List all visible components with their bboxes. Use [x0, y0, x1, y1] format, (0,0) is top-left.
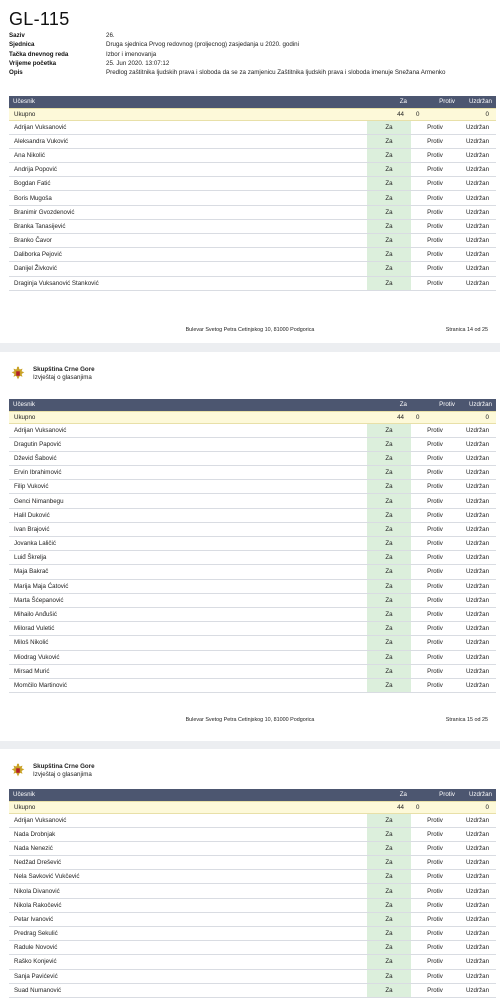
vote-uzdrzan-cell: Uzdržan [459, 466, 496, 480]
vote-protiv-cell: Protiv [411, 941, 459, 955]
vote-za-cell: Za [367, 466, 411, 480]
vote-protiv-cell: Protiv [411, 480, 459, 494]
document-title: GL-115 [9, 9, 70, 29]
vote-uzdrzan-cell: Uzdržan [459, 480, 496, 494]
report-name: Izvještaj o glasanjima [33, 374, 92, 381]
vote-uzdrzan-cell: Uzdržan [459, 884, 496, 898]
vote-protiv-cell: Protiv [411, 870, 459, 884]
vote-uzdrzan-cell: Uzdržan [459, 955, 496, 969]
table-header [9, 399, 496, 411]
participant-name: Nikola Divanović [9, 884, 367, 898]
meta-value: 26. [106, 32, 115, 40]
participant-name: Draginja Vuksanović Stanković [9, 276, 367, 290]
participant-name: Adrijan Vuksanović [9, 423, 367, 437]
vote-za-cell: Za [367, 898, 411, 912]
participant-name: Maja Bakrač [9, 565, 367, 579]
vote-uzdrzan-cell: Uzdržan [459, 841, 496, 855]
vote-za-cell: Za [367, 480, 411, 494]
participant-name: Nikola Rakočević [9, 898, 367, 912]
vote-uzdrzan-cell: Uzdržan [459, 622, 496, 636]
vote-uzdrzan-cell: Uzdržan [459, 813, 496, 827]
vote-za-cell: Za [367, 508, 411, 522]
vote-za-cell: Za [367, 841, 411, 855]
vote-za-cell: Za [367, 537, 411, 551]
vote-uzdrzan-cell: Uzdržan [459, 423, 496, 437]
participant-name: Miodrag Vuković [9, 650, 367, 664]
vote-protiv-cell: Protiv [411, 884, 459, 898]
total-uzdrzan: 0 [459, 801, 496, 813]
table-header [9, 96, 496, 108]
vote-za-cell: Za [367, 120, 411, 134]
participant-name: Radule Novović [9, 941, 367, 955]
col-header-participant: Učesnik [9, 96, 367, 108]
participant-name: Mihailo Anđušić [9, 607, 367, 621]
participant-name: Nedžad Drešević [9, 856, 367, 870]
table-row [9, 551, 496, 565]
table-row [9, 276, 496, 290]
vote-za-cell: Za [367, 678, 411, 692]
table-row [9, 579, 496, 593]
vote-za-cell: Za [367, 983, 411, 997]
total-uzdrzan: 0 [459, 108, 496, 120]
participant-name: Halil Duković [9, 508, 367, 522]
participant-name: Marija Maja Ćatović [9, 579, 367, 593]
table-row [9, 870, 496, 884]
coat-of-arms-icon [9, 762, 27, 780]
col-header-uzdrzan: Uzdržan [459, 399, 496, 411]
vote-protiv-cell: Protiv [411, 494, 459, 508]
col-header-uzdrzan: Uzdržan [459, 96, 496, 108]
vote-uzdrzan-cell: Uzdržan [459, 565, 496, 579]
vote-protiv-cell: Protiv [411, 565, 459, 579]
vote-uzdrzan-cell: Uzdržan [459, 437, 496, 451]
vote-protiv-cell: Protiv [411, 508, 459, 522]
table-row [9, 423, 496, 437]
vote-za-cell: Za [367, 969, 411, 983]
vote-uzdrzan-cell: Uzdržan [459, 262, 496, 276]
participant-name: Nada Drobnjak [9, 827, 367, 841]
vote-uzdrzan-cell: Uzdržan [459, 664, 496, 678]
vote-za-cell: Za [367, 276, 411, 290]
vote-za-cell: Za [367, 579, 411, 593]
report-name: Izvještaj o glasanjima [33, 771, 92, 778]
vote-protiv-cell: Protiv [411, 248, 459, 262]
vote-protiv-cell: Protiv [411, 134, 459, 148]
table-header [9, 789, 496, 801]
table-row [9, 678, 496, 692]
vote-za-cell: Za [367, 813, 411, 827]
vote-uzdrzan-cell: Uzdržan [459, 870, 496, 884]
table-row [9, 522, 496, 536]
table-row [9, 593, 496, 607]
total-protiv: 0 [411, 108, 459, 120]
vote-uzdrzan-cell: Uzdržan [459, 941, 496, 955]
vote-uzdrzan-cell: Uzdržan [459, 177, 496, 191]
participant-name: Jovanka Laličić [9, 537, 367, 551]
participant-name: Dragutin Papović [9, 437, 367, 451]
table-row [9, 856, 496, 870]
vote-uzdrzan-cell: Uzdržan [459, 219, 496, 233]
vote-uzdrzan-cell: Uzdržan [459, 494, 496, 508]
vote-protiv-cell: Protiv [411, 650, 459, 664]
table-row [9, 955, 496, 969]
vote-uzdrzan-cell: Uzdržan [459, 205, 496, 219]
participant-name: Ivan Brajović [9, 522, 367, 536]
vote-uzdrzan-cell: Uzdržan [459, 912, 496, 926]
vote-za-cell: Za [367, 636, 411, 650]
vote-uzdrzan-cell: Uzdržan [459, 276, 496, 290]
vote-za-cell: Za [367, 423, 411, 437]
col-header-za: Za [367, 399, 411, 411]
participant-name: Predrag Sekulić [9, 927, 367, 941]
vote-za-cell: Za [367, 494, 411, 508]
meta-key: Opis [9, 69, 23, 77]
table-row [9, 884, 496, 898]
participant-name: Andrija Popović [9, 163, 367, 177]
vote-za-cell: Za [367, 941, 411, 955]
participant-name: Adrijan Vuksanović [9, 120, 367, 134]
vote-za-cell: Za [367, 234, 411, 248]
total-za: 44 [367, 108, 411, 120]
vote-za-cell: Za [367, 148, 411, 162]
participant-name: Petar Ivanović [9, 912, 367, 926]
participant-name: Adrijan Vuksanović [9, 813, 367, 827]
vote-uzdrzan-cell: Uzdržan [459, 148, 496, 162]
vote-protiv-cell: Protiv [411, 191, 459, 205]
table-row [9, 813, 496, 827]
table-row [9, 191, 496, 205]
table-row [9, 841, 496, 855]
participant-name: Marta Šćepanović [9, 593, 367, 607]
table-row [9, 636, 496, 650]
vote-protiv-cell: Protiv [411, 163, 459, 177]
table-row [9, 941, 496, 955]
meta-key: Vrijeme početka [9, 60, 57, 68]
col-header-uzdrzan: Uzdržan [459, 789, 496, 801]
vote-protiv-cell: Protiv [411, 423, 459, 437]
participant-name: Branimir Gvozdenović [9, 205, 367, 219]
vote-uzdrzan-cell: Uzdržan [459, 234, 496, 248]
vote-za-cell: Za [367, 522, 411, 536]
meta-value: 25. Jun 2020. 13:07:12 [106, 60, 170, 68]
vote-protiv-cell: Protiv [411, 234, 459, 248]
participant-name: Dževid Šabović [9, 451, 367, 465]
vote-protiv-cell: Protiv [411, 205, 459, 219]
vote-protiv-cell: Protiv [411, 551, 459, 565]
vote-za-cell: Za [367, 870, 411, 884]
coat-of-arms-icon [9, 365, 27, 383]
vote-protiv-cell: Protiv [411, 927, 459, 941]
participant-name: Milorad Vuletić [9, 622, 367, 636]
vote-uzdrzan-cell: Uzdržan [459, 969, 496, 983]
vote-protiv-cell: Protiv [411, 537, 459, 551]
vote-za-cell: Za [367, 856, 411, 870]
meta-row [9, 31, 494, 40]
meta-row [9, 50, 494, 59]
participant-name: Filip Vuković [9, 480, 367, 494]
vote-uzdrzan-cell: Uzdržan [459, 191, 496, 205]
vote-za-cell: Za [367, 927, 411, 941]
meta-value: Izbor i imenovanja [106, 50, 157, 58]
vote-protiv-cell: Protiv [411, 636, 459, 650]
total-protiv: 0 [411, 411, 459, 423]
col-header-participant: Učesnik [9, 399, 367, 411]
vote-uzdrzan-cell: Uzdržan [459, 827, 496, 841]
vote-protiv-cell: Protiv [411, 955, 459, 969]
vote-za-cell: Za [367, 451, 411, 465]
meta-key: Saziv [9, 32, 25, 40]
vote-uzdrzan-cell: Uzdržan [459, 593, 496, 607]
participant-name: Miloš Nikolić [9, 636, 367, 650]
vote-protiv-cell: Protiv [411, 148, 459, 162]
vote-za-cell: Za [367, 248, 411, 262]
vote-protiv-cell: Protiv [411, 451, 459, 465]
vote-za-cell: Za [367, 664, 411, 678]
col-header-protiv: Protiv [411, 399, 459, 411]
table-row [9, 565, 496, 579]
vote-za-cell: Za [367, 134, 411, 148]
vote-uzdrzan-cell: Uzdržan [459, 134, 496, 148]
participant-name: Branka Tanasijević [9, 219, 367, 233]
participant-name: Suad Numanović [9, 983, 367, 997]
vote-za-cell: Za [367, 219, 411, 233]
total-za: 44 [367, 801, 411, 813]
vote-uzdrzan-cell: Uzdržan [459, 508, 496, 522]
table-row [9, 537, 496, 551]
participant-name: Danijel Živković [9, 262, 367, 276]
vote-table [9, 399, 496, 693]
vote-protiv-cell: Protiv [411, 579, 459, 593]
vote-protiv-cell: Protiv [411, 262, 459, 276]
table-row [9, 148, 496, 162]
table-row [9, 969, 496, 983]
organization-name: Skupština Crne Gore [33, 763, 95, 770]
vote-protiv-cell: Protiv [411, 813, 459, 827]
vote-uzdrzan-cell: Uzdržan [459, 650, 496, 664]
total-label: Ukupno [9, 411, 367, 423]
vote-uzdrzan-cell: Uzdržan [459, 522, 496, 536]
vote-uzdrzan-cell: Uzdržan [459, 537, 496, 551]
participant-name: Boris Mugoša [9, 191, 367, 205]
vote-protiv-cell: Protiv [411, 841, 459, 855]
vote-protiv-cell: Protiv [411, 466, 459, 480]
vote-za-cell: Za [367, 262, 411, 276]
participant-name: Aleksandra Vuković [9, 134, 367, 148]
vote-uzdrzan-cell: Uzdržan [459, 551, 496, 565]
participant-name: Nela Savković Vukčević [9, 870, 367, 884]
vote-za-cell: Za [367, 912, 411, 926]
vote-za-cell: Za [367, 593, 411, 607]
organization-name: Skupština Crne Gore [33, 366, 95, 373]
participant-name: Genci Nimanbegu [9, 494, 367, 508]
participant-name: Sanja Pavićević [9, 969, 367, 983]
table-row [9, 134, 496, 148]
participant-name: Daliborka Pejović [9, 248, 367, 262]
total-label: Ukupno [9, 108, 367, 120]
vote-protiv-cell: Protiv [411, 120, 459, 134]
participant-name: Luiđ Škrelja [9, 551, 367, 565]
vote-protiv-cell: Protiv [411, 593, 459, 607]
footer-address: Bulevar Svetog Petra Cetinjskog 10, 81000 Podgorica [185, 327, 315, 333]
table-row [9, 234, 496, 248]
vote-uzdrzan-cell: Uzdržan [459, 983, 496, 997]
vote-uzdrzan-cell: Uzdržan [459, 120, 496, 134]
table-row [9, 827, 496, 841]
report-page-15 [0, 352, 500, 741]
meta-key: Tačka dnevnog reda [9, 50, 69, 58]
table-row [9, 177, 496, 191]
col-header-protiv: Protiv [411, 789, 459, 801]
table-row [9, 480, 496, 494]
vote-protiv-cell: Protiv [411, 969, 459, 983]
participant-name: Momčilo Martinović [9, 678, 367, 692]
vote-table [9, 789, 496, 998]
vote-protiv-cell: Protiv [411, 622, 459, 636]
report-page-14 [0, 0, 500, 343]
vote-uzdrzan-cell: Uzdržan [459, 248, 496, 262]
vote-za-cell: Za [367, 437, 411, 451]
table-row [9, 205, 496, 219]
vote-za-cell: Za [367, 884, 411, 898]
participant-name: Bogdan Fatić [9, 177, 367, 191]
table-row [9, 466, 496, 480]
meta-key: Sjednica [9, 41, 35, 49]
vote-uzdrzan-cell: Uzdržan [459, 898, 496, 912]
total-uzdrzan: 0 [459, 411, 496, 423]
participant-name: Nada Nenezić [9, 841, 367, 855]
page-header [9, 762, 95, 780]
vote-protiv-cell: Protiv [411, 898, 459, 912]
col-header-participant: Učesnik [9, 789, 367, 801]
col-header-za: Za [367, 96, 411, 108]
meta-row [9, 59, 494, 68]
table-row [9, 219, 496, 233]
page-number: Stranica 15 od 25 [445, 717, 488, 723]
table-row [9, 451, 496, 465]
vote-protiv-cell: Protiv [411, 827, 459, 841]
total-za: 44 [367, 411, 411, 423]
table-row [9, 983, 496, 997]
meta-row [9, 40, 494, 49]
vote-protiv-cell: Protiv [411, 437, 459, 451]
vote-za-cell: Za [367, 191, 411, 205]
vote-za-cell: Za [367, 607, 411, 621]
table-row [9, 898, 496, 912]
vote-za-cell: Za [367, 163, 411, 177]
vote-protiv-cell: Protiv [411, 276, 459, 290]
vote-za-cell: Za [367, 622, 411, 636]
vote-uzdrzan-cell: Uzdržan [459, 451, 496, 465]
table-row [9, 664, 496, 678]
vote-za-cell: Za [367, 955, 411, 969]
vote-table [9, 96, 496, 291]
total-row [9, 801, 496, 813]
vote-uzdrzan-cell: Uzdržan [459, 579, 496, 593]
vote-uzdrzan-cell: Uzdržan [459, 856, 496, 870]
vote-uzdrzan-cell: Uzdržan [459, 607, 496, 621]
table-row [9, 508, 496, 522]
total-row [9, 411, 496, 423]
vote-za-cell: Za [367, 827, 411, 841]
vote-protiv-cell: Protiv [411, 607, 459, 621]
vote-protiv-cell: Protiv [411, 664, 459, 678]
vote-za-cell: Za [367, 205, 411, 219]
participant-name: Mirsad Murić [9, 664, 367, 678]
meta-value: Druga sjednica Prvog redovnog (proljecnog) zasjedanja u 2020. godini [106, 41, 299, 49]
table-row [9, 494, 496, 508]
table-row [9, 622, 496, 636]
table-row [9, 163, 496, 177]
total-row [9, 108, 496, 120]
vote-metadata [9, 31, 494, 77]
vote-protiv-cell: Protiv [411, 219, 459, 233]
vote-za-cell: Za [367, 650, 411, 664]
participant-name: Raško Konjević [9, 955, 367, 969]
participant-name: Branko Čavor [9, 234, 367, 248]
participant-name: Ana Nikolić [9, 148, 367, 162]
page-number: Stranica 14 od 25 [445, 327, 488, 333]
vote-protiv-cell: Protiv [411, 856, 459, 870]
vote-protiv-cell: Protiv [411, 912, 459, 926]
report-page-16 [0, 749, 500, 1000]
vote-uzdrzan-cell: Uzdržan [459, 163, 496, 177]
total-label: Ukupno [9, 801, 367, 813]
col-header-za: Za [367, 789, 411, 801]
vote-protiv-cell: Protiv [411, 522, 459, 536]
table-row [9, 927, 496, 941]
vote-protiv-cell: Protiv [411, 983, 459, 997]
vote-uzdrzan-cell: Uzdržan [459, 678, 496, 692]
vote-uzdrzan-cell: Uzdržan [459, 927, 496, 941]
table-row [9, 120, 496, 134]
table-row [9, 248, 496, 262]
participant-name: Ervin Ibrahimović [9, 466, 367, 480]
col-header-protiv: Protiv [411, 96, 459, 108]
vote-uzdrzan-cell: Uzdržan [459, 636, 496, 650]
vote-za-cell: Za [367, 551, 411, 565]
table-row [9, 262, 496, 276]
table-row [9, 437, 496, 451]
table-row [9, 650, 496, 664]
page-header [9, 365, 95, 383]
meta-row [9, 68, 494, 77]
total-protiv: 0 [411, 801, 459, 813]
footer-address: Bulevar Svetog Petra Cetinjskog 10, 81000 Podgorica [185, 717, 315, 723]
vote-za-cell: Za [367, 565, 411, 579]
table-row [9, 607, 496, 621]
vote-protiv-cell: Protiv [411, 177, 459, 191]
meta-value: Predlog zaštitnika ljudskih prava i sloboda da se za zamjenicu Zaštitnika ljudskih prava i sloboda imenuje Snežana Armenko [106, 69, 446, 77]
table-row [9, 912, 496, 926]
vote-za-cell: Za [367, 177, 411, 191]
vote-protiv-cell: Protiv [411, 678, 459, 692]
